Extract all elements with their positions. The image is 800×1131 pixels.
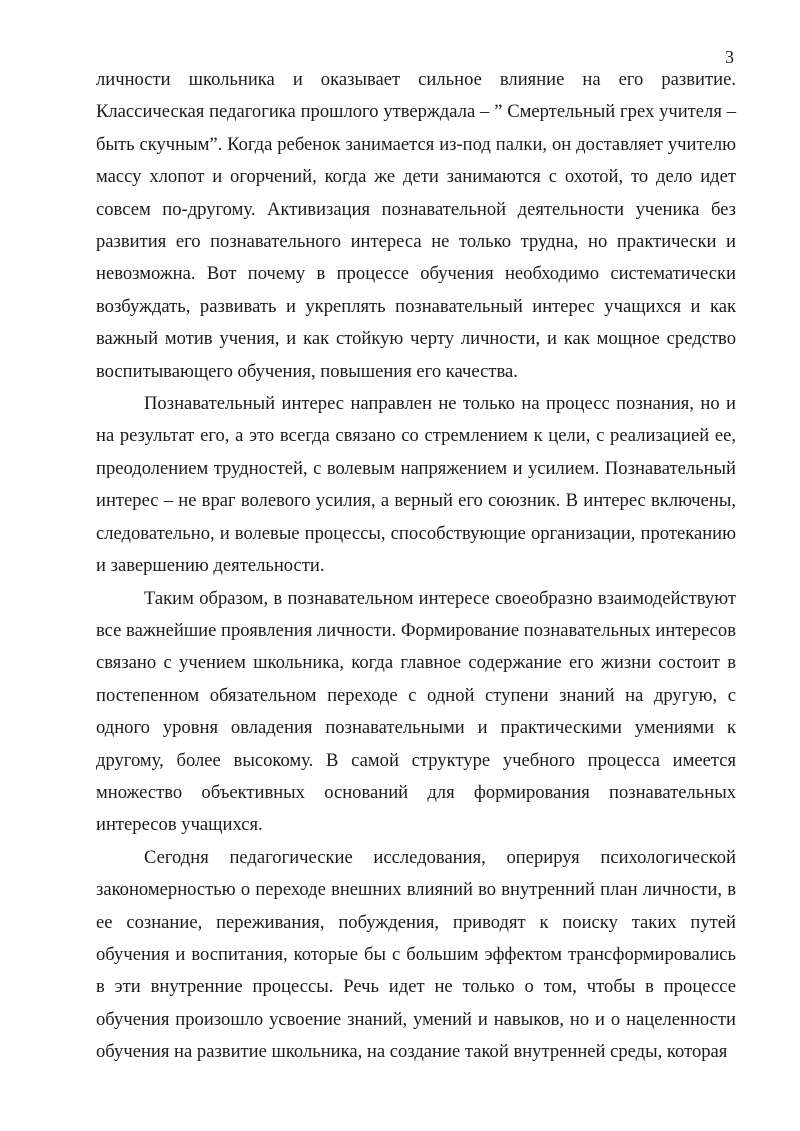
paragraph-4: Сегодня педагогические исследования, оперируя психологической закономерностью о переходе внешних влияний во внутренний план личности, в ее сознание, переживания, побуждения, приводят к поиску таких путей обучения и воспитания, которые бы с большим эффектом трансформировались в эти внутренние процессы. Речь идет не только о том, чтобы в процессе обучения произошло усвоение знаний, умений и навыков, но и о нацеленности обучения на развитие школьника, на создание такой внутренней среды, которая	[96, 846, 736, 1063]
body-text	[96, 64, 736, 1069]
paragraph-2: Познавательный интерес направлен не только на процесс познания, но и на результат его, а это всегда связано со стремлением к цели, с реализацией ее, преодолением трудностей, с волевым напряжением и усилием. Познавательный интерес – не враг волевого усилия, а верный его союзник. В интерес включены, следовательно, и волевые процессы, способствующие организации, протеканию и завершению деятельности.	[96, 393, 736, 577]
paragraph-1: личности школьника и оказывает сильное влияние на его развитие. Классическая педагогика прошлого утверждала – ” Смертельный грех учителя – быть скучным”. Когда ребенок занимается из-под палки, он доставляет учителю массу хлопот и огорчений, когда же дети занимаются с охотой, то дело идет совсем по-другому. Активизация познавательной деятельности ученика без развития его познавательного интереса не только трудна, но практически и невозможна. Вот почему в процессе обучения необходимо систематически возбуждать, развивать и укреплять познавательный интерес учащихся и как важный мотив учения, и как стойкую черту личности, и как мощное средство воспитывающего обучения, повышения его качества.	[96, 69, 736, 382]
paragraph-3: Таким образом, в познавательном интересе своеобразно взаимодействуют все важнейшие проявления личности. Формирование познавательных интересов связано с учением школьника, когда главное содержание его жизни состоит в постепенном обязательном переходе с одной ступени знаний на другую, с одного уровня овладения познавательными и практическими умениями к другому, более высокому. В самой структуре учебного процесса имеется множество объективных оснований для формирования познавательных интересов учащихся.	[96, 587, 736, 836]
page-number: 3	[725, 47, 734, 67]
